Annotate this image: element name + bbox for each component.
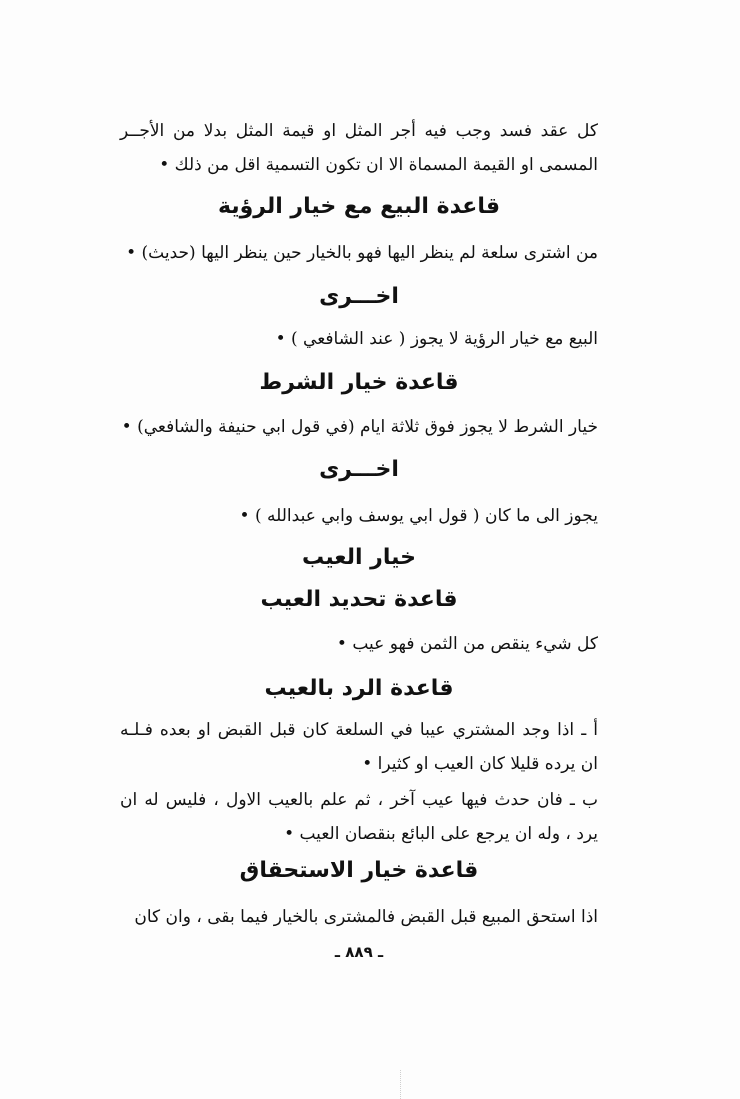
rule-shafii-viewing: البيع مع خيار الرؤية لا يجوز ( عند الشافعي ) •: [275, 329, 598, 349]
heading-entitlement-option: قاعدة خيار الاستحقاق: [239, 858, 479, 883]
heading-defect-option: خيار العيب: [302, 545, 416, 570]
rule-entitlement: اذا استحق المبيع قبل القبض فالمشترى بالخيار فيما بقى ، وان كان: [134, 907, 598, 927]
page-number: ـ ٨٨٩ ـ: [334, 943, 384, 961]
heading-another-1: اخـــرى: [319, 284, 399, 309]
heading-another-2: اخـــرى: [319, 457, 399, 482]
rule-return-b: ب ـ فان حدث فيها عيب آخر ، ثم علم بالعيب الاول ، فليس له ان يرد ، وله ان يرجع على البائع بنقصان العيب •: [120, 790, 598, 844]
rule-abu-yusuf: يجوز الى ما كان ( قول ابي يوسف وابي عبدالله ) •: [239, 506, 598, 526]
heading-defining-defect: قاعدة تحديد العيب: [260, 587, 458, 612]
heading-sale-with-viewing-option: قاعدة البيع مع خيار الرؤية: [218, 194, 500, 219]
rule-condition-three-days: خيار الشرط لا يجوز فوق ثلاثة ايام (في قول ابي حنيفة والشافعي) •: [121, 417, 598, 437]
scan-edge-mark: [400, 1070, 407, 1099]
intro-paragraph: كل عقد فسد وجب فيه أجر المثل او قيمة المثل بدلا من الأجــر المسمى او القيمة المسماة الا ان تكون التسمية اقل من ذلك •: [120, 121, 598, 175]
rule-return-a: أ ـ اذا وجد المشتري عيبا في السلعة كان قبل القبض او بعده فـلـه ان يرده قليلا كان العيب او كثيرا •: [120, 720, 598, 774]
heading-condition-option: قاعدة خيار الشرط: [259, 370, 459, 395]
heading-return-for-defect: قاعدة الرد بالعيب: [264, 676, 454, 701]
rule-viewing-option: من اشترى سلعة لم ينظر اليها فهو بالخيار حين ينظر اليها (حديث) •: [126, 243, 598, 263]
rule-defect-definition: كل شيء ينقص من الثمن فهو عيب •: [336, 634, 598, 654]
